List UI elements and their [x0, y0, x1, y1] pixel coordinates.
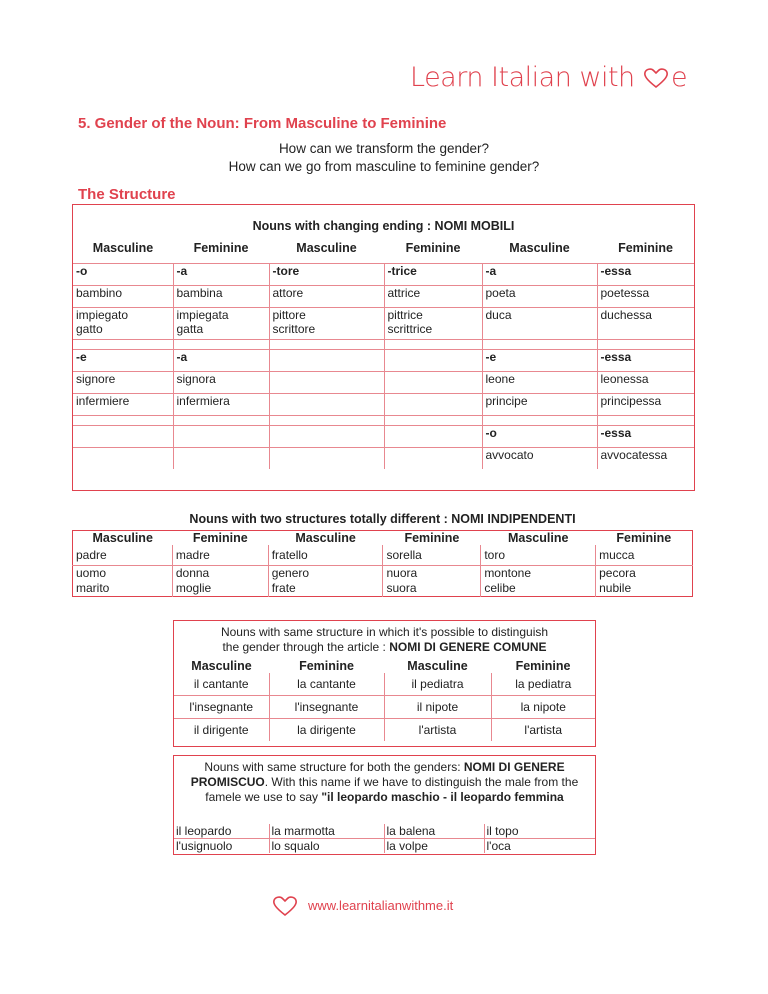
table-cell: pittore scrittore — [269, 308, 384, 340]
table-row — [73, 264, 694, 286]
table-row — [73, 566, 693, 597]
column-header: Feminine — [515, 659, 571, 673]
table-cell — [384, 416, 482, 426]
table-cell: -a — [173, 264, 269, 286]
table-cell: -essa — [597, 426, 694, 448]
column-header: Masculine — [92, 241, 154, 255]
page-title: 5. Gender of the Noun: From Masculine to Feminine — [78, 115, 447, 132]
table-row — [73, 372, 694, 394]
table-cell: -essa — [597, 350, 694, 372]
table-cell — [173, 340, 269, 350]
table-cell — [269, 416, 384, 426]
table-row — [73, 545, 693, 566]
table-cell: mucca — [596, 545, 693, 566]
comune-intro-bold: NOMI DI GENERE COMUNE — [389, 640, 547, 654]
table-cell: -trice — [384, 264, 482, 286]
table-cell — [384, 372, 482, 394]
table-row — [174, 839, 595, 854]
table-cell: -o — [73, 264, 173, 286]
table-cell: attrice — [384, 286, 482, 308]
table-cell: -a — [482, 264, 597, 286]
table-cell — [269, 340, 384, 350]
table-row — [73, 448, 694, 470]
table-cell: pittrice scrittrice — [384, 308, 482, 340]
table-row — [73, 340, 694, 350]
table-row — [174, 696, 595, 719]
table-cell: l'artista — [384, 719, 491, 742]
table-cell: leone — [482, 372, 597, 394]
table-cell: la nipote — [491, 696, 595, 719]
table-cell: fratello — [268, 545, 383, 566]
intro-line: How can we transform the gender? — [278, 141, 490, 156]
column-header: Masculine — [296, 241, 357, 255]
column-header: Feminine — [193, 241, 249, 255]
table-cell — [269, 350, 384, 372]
column-header: Masculine — [295, 531, 356, 545]
intro-line: How can we go from masculine to feminine gender? — [228, 159, 540, 174]
table-cell — [269, 394, 384, 416]
table-row — [174, 824, 595, 839]
column-header: Masculine — [509, 241, 570, 255]
table-cell — [73, 448, 173, 470]
table-cell — [73, 340, 173, 350]
table-cell: la dirigente — [269, 719, 384, 742]
table-cell: signora — [173, 372, 269, 394]
promiscuo-box — [173, 755, 596, 855]
table-cell: padre — [73, 545, 173, 566]
table-row — [174, 673, 595, 696]
promiscuo-intro — [174, 760, 595, 805]
table-cell: impiegato gatto — [73, 308, 173, 340]
promiscuo-intro-bold1: NOMI DI GENERE PROMISCUO — [190, 760, 565, 789]
table-cell: impiegata gatta — [173, 308, 269, 340]
table-cell: principe — [482, 394, 597, 416]
heart-icon — [272, 895, 298, 917]
table-cell: attore — [269, 286, 384, 308]
table-cell: principessa — [597, 394, 694, 416]
table-cell: avvocatessa — [597, 448, 694, 470]
table-cell: la balena — [384, 824, 484, 839]
comune-box — [173, 620, 596, 747]
table-cell: l'insegnante — [269, 696, 384, 719]
table-cell: leonessa — [597, 372, 694, 394]
table-row — [73, 426, 694, 448]
table-cell — [482, 340, 597, 350]
table-cell: il nipote — [384, 696, 491, 719]
table-cell — [384, 340, 482, 350]
column-header: Feminine — [299, 659, 354, 673]
column-header: Masculine — [507, 531, 569, 545]
table-cell: il dirigente — [174, 719, 269, 742]
table-cell: -tore — [269, 264, 384, 286]
table-cell: -a — [173, 350, 269, 372]
table-cell: poeta — [482, 286, 597, 308]
table-row — [73, 308, 694, 340]
table-cell: duchessa — [597, 308, 694, 340]
table-cell — [384, 350, 482, 372]
comune-intro-line1: Nouns with same structure in which it's possible to distinguish — [220, 625, 549, 639]
promiscuo-table — [174, 824, 595, 853]
table-cell: la marmotta — [269, 824, 384, 839]
column-header: Feminine — [192, 531, 248, 545]
mobili-box — [72, 204, 695, 491]
table-cell: uomo marito — [73, 566, 173, 597]
column-header: Feminine — [616, 531, 672, 545]
table-cell: il pediatra — [384, 673, 491, 696]
table-cell: sorella — [383, 545, 481, 566]
table-cell: -e — [482, 350, 597, 372]
column-header: Masculine — [407, 659, 468, 673]
table-cell: poetessa — [597, 286, 694, 308]
table-cell: il topo — [484, 824, 595, 839]
table-cell — [597, 340, 694, 350]
table-cell: l'artista — [491, 719, 595, 742]
table-cell: signore — [73, 372, 173, 394]
table-row — [73, 286, 694, 308]
table-cell — [173, 426, 269, 448]
column-header: Feminine — [405, 241, 461, 255]
table-cell — [173, 416, 269, 426]
table-cell: pecora nubile — [599, 566, 636, 595]
indipendenti-box — [72, 512, 693, 598]
table-cell: lo squalo — [269, 839, 384, 854]
table-cell: -o — [482, 426, 597, 448]
table-cell: infermiera — [173, 394, 269, 416]
table-row — [73, 350, 694, 372]
table-cell: infermiere — [73, 394, 173, 416]
table-cell: il leopardo — [174, 824, 269, 839]
table-cell — [73, 426, 173, 448]
table-cell — [269, 372, 384, 394]
mobili-caption: Nouns with changing ending : NOMI MOBILI — [252, 219, 515, 233]
table-row — [174, 719, 595, 742]
indipendenti-table — [72, 530, 693, 597]
table-cell: -e — [73, 350, 173, 372]
table-cell: genero frate — [268, 566, 383, 597]
section-heading: The Structure — [78, 186, 176, 203]
table-cell: bambino — [73, 286, 173, 308]
table-cell — [384, 448, 482, 470]
table-cell — [269, 426, 384, 448]
footer-link[interactable]: www.learnitalianwithme.it — [308, 898, 454, 913]
table-cell: duca — [482, 308, 597, 340]
table-cell: avvocato — [482, 448, 597, 470]
table-cell: toro — [481, 545, 596, 566]
table-cell — [384, 426, 482, 448]
comune-intro-line2: the gender through the article : — [222, 640, 390, 654]
comune-table — [174, 659, 595, 741]
brand-text-end: e — [671, 62, 688, 93]
table-cell: l'insegnante — [174, 696, 269, 719]
table-cell: la pediatra — [515, 677, 572, 691]
mobili-table — [73, 213, 694, 469]
column-header: Masculine — [92, 531, 153, 545]
table-cell: l'oca — [486, 839, 511, 853]
promiscuo-intro-a: Nouns with same structure for both the genders: — [204, 760, 464, 774]
heart-icon — [643, 67, 669, 89]
table-cell — [384, 394, 482, 416]
intro-text — [0, 140, 768, 176]
table-cell: la volpe — [384, 839, 484, 854]
column-header: Feminine — [618, 241, 673, 255]
promiscuo-intro-b: . With this name if we have to distinguish the male from the famele we use to say — [205, 775, 579, 804]
table-cell — [482, 416, 597, 426]
table-row — [73, 416, 694, 426]
table-cell: nuora suora — [383, 566, 481, 597]
table-cell — [597, 416, 694, 426]
column-header: Masculine — [191, 659, 252, 673]
table-cell: l'usignuolo — [174, 839, 269, 854]
table-cell: il cantante — [174, 673, 269, 696]
brand-text: Learn Italian with — [410, 62, 635, 93]
table-cell: bambina — [173, 286, 269, 308]
table-cell — [73, 416, 173, 426]
table-cell — [269, 448, 384, 470]
table-cell — [173, 448, 269, 470]
brand-logo — [410, 62, 710, 102]
table-cell: -essa — [597, 264, 694, 286]
table-cell: montone celibe — [481, 566, 596, 597]
table-cell: donna moglie — [172, 566, 268, 597]
comune-intro — [174, 625, 595, 655]
table-cell: madre — [172, 545, 268, 566]
indipendenti-caption: Nouns with two structures totally different : NOMI INDIPENDENTI — [189, 512, 576, 526]
column-header: Feminine — [404, 531, 460, 545]
table-cell: la cantante — [269, 673, 384, 696]
promiscuo-intro-bold2: "il leopardo maschio - il leopardo femmina — [321, 790, 564, 804]
table-row — [73, 394, 694, 416]
